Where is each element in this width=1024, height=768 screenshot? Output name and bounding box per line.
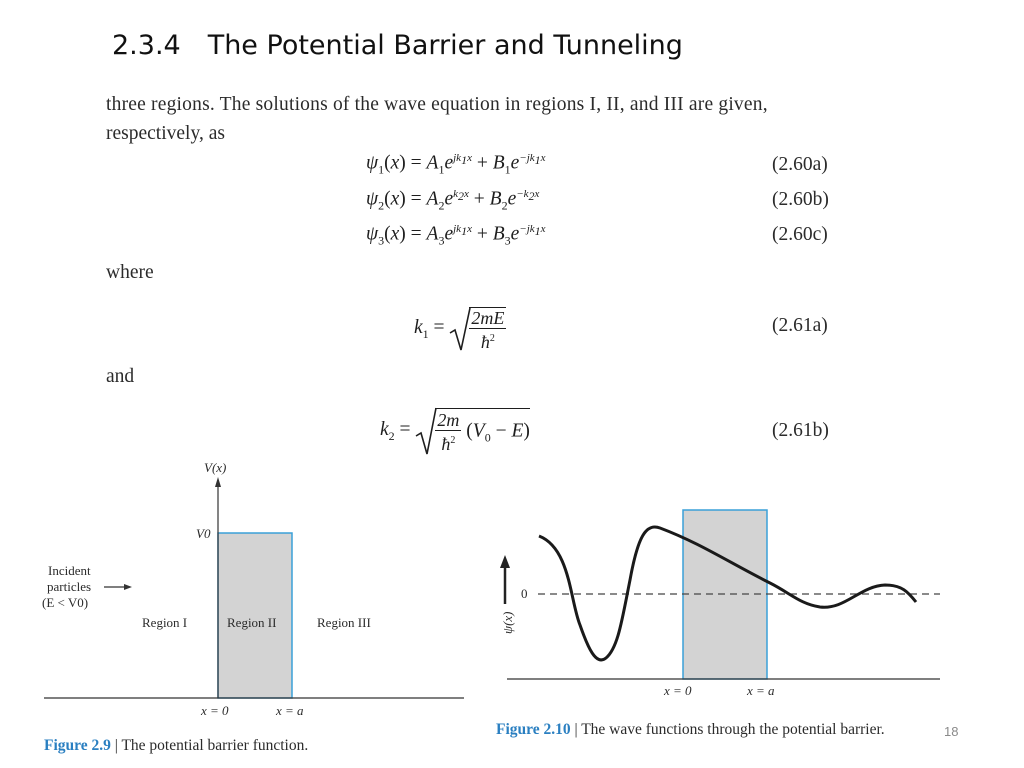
incident-arrowhead bbox=[124, 584, 132, 590]
equation-2-61a: $k_1$ = $\frac{2mE}{ħ^2}$ bbox=[414, 307, 505, 352]
equation-2-61b: $k_2$ = $\frac{2m}{ħ^2}$ $(V_0 - E)$ bbox=[380, 406, 530, 456]
v-of-x-label: V(x) bbox=[204, 460, 227, 475]
region-1-label: Region I bbox=[142, 615, 188, 630]
x-zero-label: x = 0 bbox=[201, 703, 229, 718]
figure-2-9-diagram bbox=[0, 455, 480, 730]
figure-2-10-diagram bbox=[490, 500, 950, 710]
incident-label-line1: Incident bbox=[48, 563, 91, 578]
x-a-label: x = a bbox=[747, 683, 775, 698]
region-2-label: Region II bbox=[227, 615, 277, 630]
slide-title: 2.3.4 The Potential Barrier and Tunneling bbox=[112, 30, 683, 61]
intro-line-1: three regions. The solutions of the wave equation in regions I, II, and III are given, bbox=[106, 94, 768, 115]
intro-line-2: respectively, as bbox=[106, 123, 225, 144]
and-word: and bbox=[106, 366, 135, 387]
x-zero-label: x = 0 bbox=[664, 683, 692, 698]
incident-label-line2: particles bbox=[47, 579, 92, 594]
psi-axis-arrowhead bbox=[500, 555, 510, 568]
figure-2-9-number: Figure 2.9 bbox=[44, 737, 111, 754]
page-number: 18 bbox=[944, 724, 959, 739]
figure-2-9-caption bbox=[44, 737, 308, 755]
psi-of-x-label: ψ(x) bbox=[500, 611, 515, 634]
v0-label: V0 bbox=[196, 526, 211, 541]
figure-2-9-caption-text: | The potential barrier function. bbox=[110, 737, 309, 754]
radical-sign bbox=[449, 306, 471, 352]
equation-2-60b: $\psi_2(x) = A_2e^{k_2x} + B_2e^{-k_2x}$ bbox=[366, 188, 540, 213]
intro-paragraph bbox=[106, 90, 846, 148]
y-axis-arrowhead bbox=[215, 477, 221, 487]
figure-2-10-number: Figure 2.10 bbox=[496, 721, 571, 738]
x-a-label: x = a bbox=[276, 703, 304, 718]
figure-2-10-caption-text: | The wave functions through the potential barrier. bbox=[570, 721, 885, 738]
equation-number-2-60b: (2.60b) bbox=[772, 189, 829, 210]
equation-number-2-60c: (2.60c) bbox=[772, 224, 828, 245]
equation-2-60c: $\psi_3(x) = A_3e^{jk_1x} + B_3e^{-jk_1x}$ bbox=[366, 223, 546, 248]
incident-label-line3: (E < V0) bbox=[42, 595, 89, 610]
equation-2-60a: $\psi_1(x) = A_1e^{jk_1x} + B_1e^{-jk_1x}$ bbox=[366, 152, 546, 177]
zero-label: 0 bbox=[521, 586, 528, 601]
equation-number-2-61a: (2.61a) bbox=[772, 315, 828, 336]
figure-2-10-caption bbox=[496, 721, 885, 739]
equation-number-2-60a: (2.60a) bbox=[772, 154, 828, 175]
radical-sign bbox=[415, 406, 437, 456]
equation-number-2-61b: (2.61b) bbox=[772, 420, 829, 441]
where-word: where bbox=[106, 262, 154, 283]
region-3-label: Region III bbox=[317, 615, 371, 630]
